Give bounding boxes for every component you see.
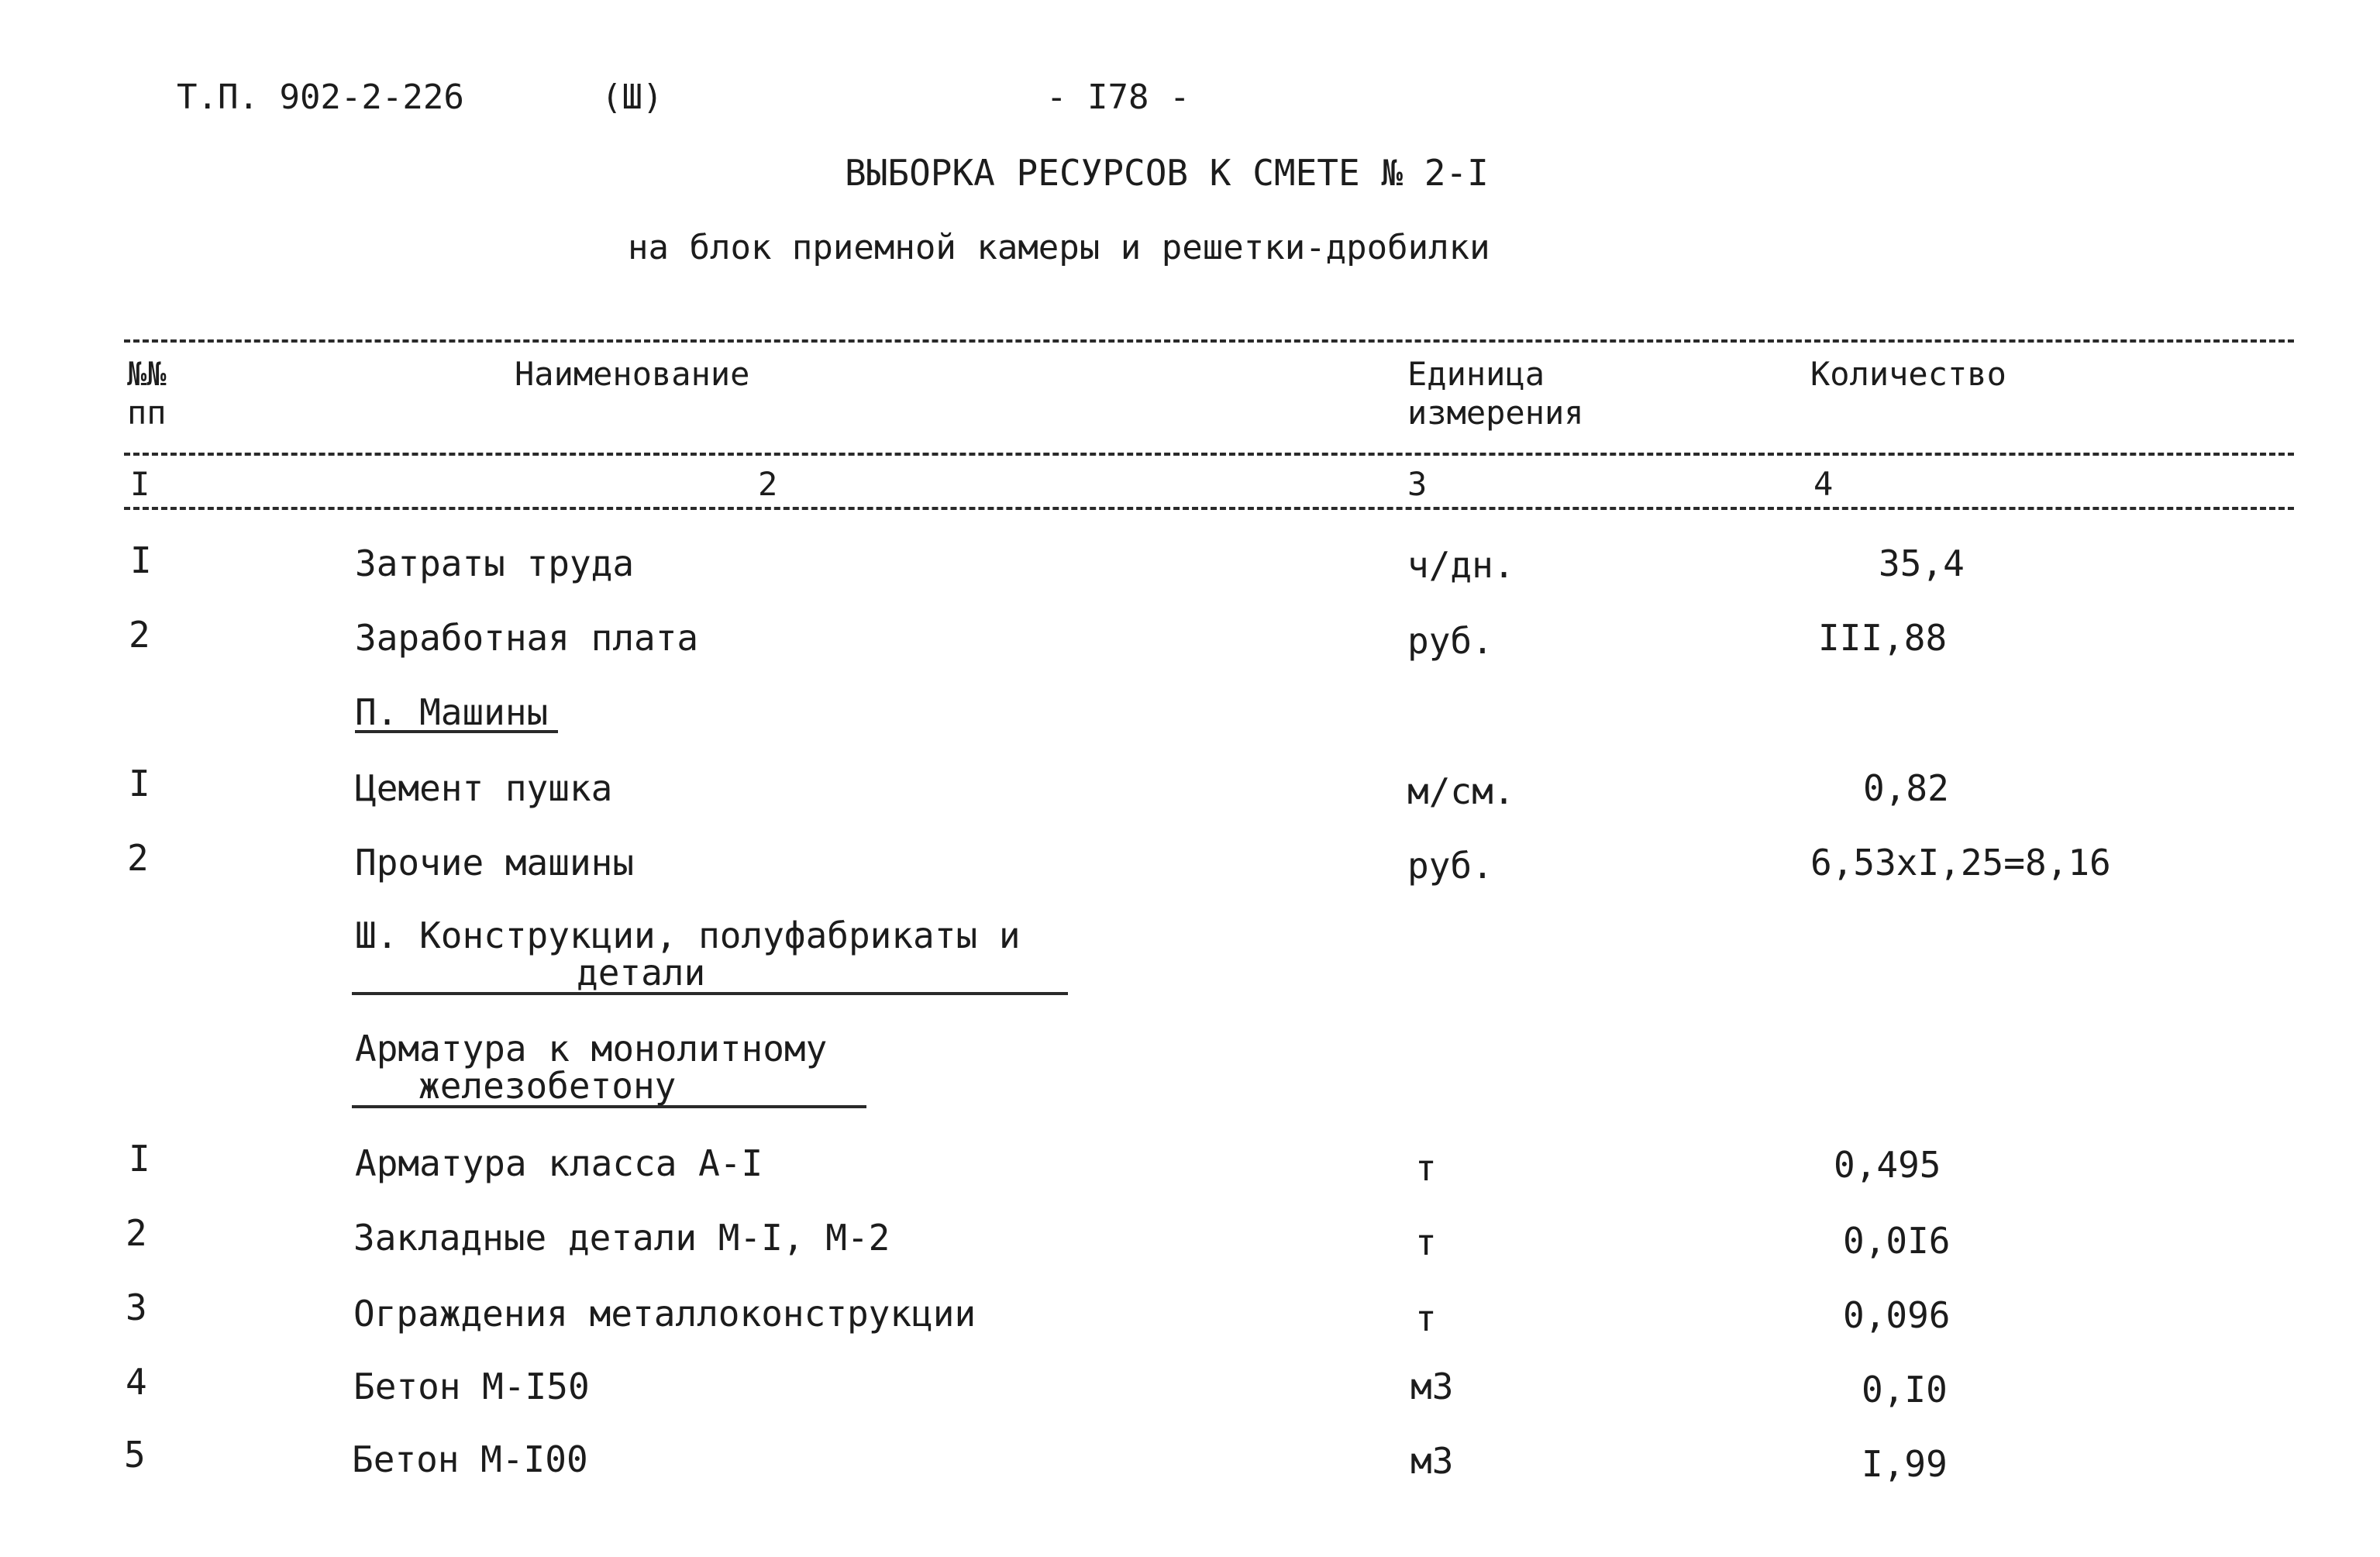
table-top-rule (124, 339, 2294, 343)
col-header-number-line2: пп (127, 394, 167, 432)
section-heading-machines: П. Машины (355, 691, 549, 733)
row-number: I (129, 763, 150, 804)
row-unit: м3 (1410, 1366, 1454, 1407)
row-quantity: I,99 (1862, 1443, 1948, 1485)
row-name: Затраты труда (355, 543, 635, 584)
col-header-number-line1: №№ (127, 355, 167, 393)
row-name: Бетон М-I00 (352, 1438, 588, 1480)
section-heading-structures-line2: детали (577, 952, 706, 994)
row-name: Закладные детали М-I, М-2 (353, 1217, 890, 1259)
section-underline (355, 730, 558, 733)
row-number: 5 (124, 1434, 146, 1476)
row-quantity: III,88 (1818, 617, 1948, 659)
page-number: - I78 - (1046, 78, 1190, 117)
row-quantity: 0,495 (1834, 1144, 1941, 1186)
col-header-name: Наименование (515, 355, 750, 393)
col-header-unit-line2: измерения (1407, 394, 1584, 432)
row-unit: т (1415, 1147, 1437, 1189)
row-unit: т (1415, 1221, 1437, 1263)
page-subtitle: на блок приемной камеры и решетки-дробилки (628, 228, 1490, 267)
col-header-quantity: Количество (1810, 355, 2006, 393)
document-code: Т.П. 902-2-226 (177, 78, 464, 117)
page-title: ВЫБОРКА РЕСУРСОВ К СМЕТЕ № 2-I (845, 152, 1489, 194)
row-quantity: 0,096 (1843, 1294, 1951, 1336)
row-number: I (130, 539, 152, 581)
col-number-2: 2 (758, 465, 778, 503)
row-number: I (129, 1138, 150, 1180)
section-heading-structures-line1: Ш. Конструкции, полуфабрикаты и (355, 915, 1021, 956)
row-unit: ч/дн. (1407, 544, 1515, 586)
row-quantity: 0,82 (1863, 767, 1949, 809)
row-quantity: 0,0I6 (1843, 1220, 1951, 1262)
document-part: (Ш) (601, 78, 663, 117)
row-name: Заработная плата (355, 617, 699, 659)
row-number: 2 (127, 837, 149, 879)
section-underline (352, 992, 1068, 995)
row-quantity: 6,53хI,25=8,16 (1810, 842, 2111, 884)
row-name: Арматура класса А-I (355, 1142, 763, 1184)
row-quantity: 35,4 (1879, 543, 1965, 584)
subsection-heading-rebar-line1: Арматура к монолитному (355, 1028, 828, 1070)
row-quantity: 0,I0 (1862, 1369, 1948, 1411)
row-number: 2 (126, 1212, 147, 1254)
row-unit: руб. (1407, 620, 1493, 662)
col-number-1: I (130, 465, 150, 503)
subsection-underline (352, 1105, 866, 1108)
row-unit: м3 (1410, 1440, 1454, 1482)
row-number: 2 (129, 614, 150, 656)
row-unit: руб. (1407, 845, 1493, 887)
row-name: Бетон М-I50 (353, 1366, 590, 1407)
row-name: Прочие машины (355, 842, 635, 884)
col-header-unit-line1: Единица (1407, 355, 1545, 393)
row-number: 4 (126, 1361, 147, 1403)
row-unit: м/см. (1407, 770, 1515, 812)
row-name: Цемент пушка (355, 767, 613, 809)
subsection-heading-rebar-line2: железобетону (418, 1065, 677, 1107)
col-number-4: 4 (1813, 465, 1834, 503)
row-number: 3 (126, 1287, 147, 1328)
header-bottom-rule (124, 453, 2294, 456)
row-name: Ограждения металлоконструкции (353, 1293, 976, 1335)
col-number-3: 3 (1407, 465, 1428, 503)
row-unit: т (1415, 1297, 1437, 1339)
numbering-bottom-rule (124, 507, 2294, 510)
